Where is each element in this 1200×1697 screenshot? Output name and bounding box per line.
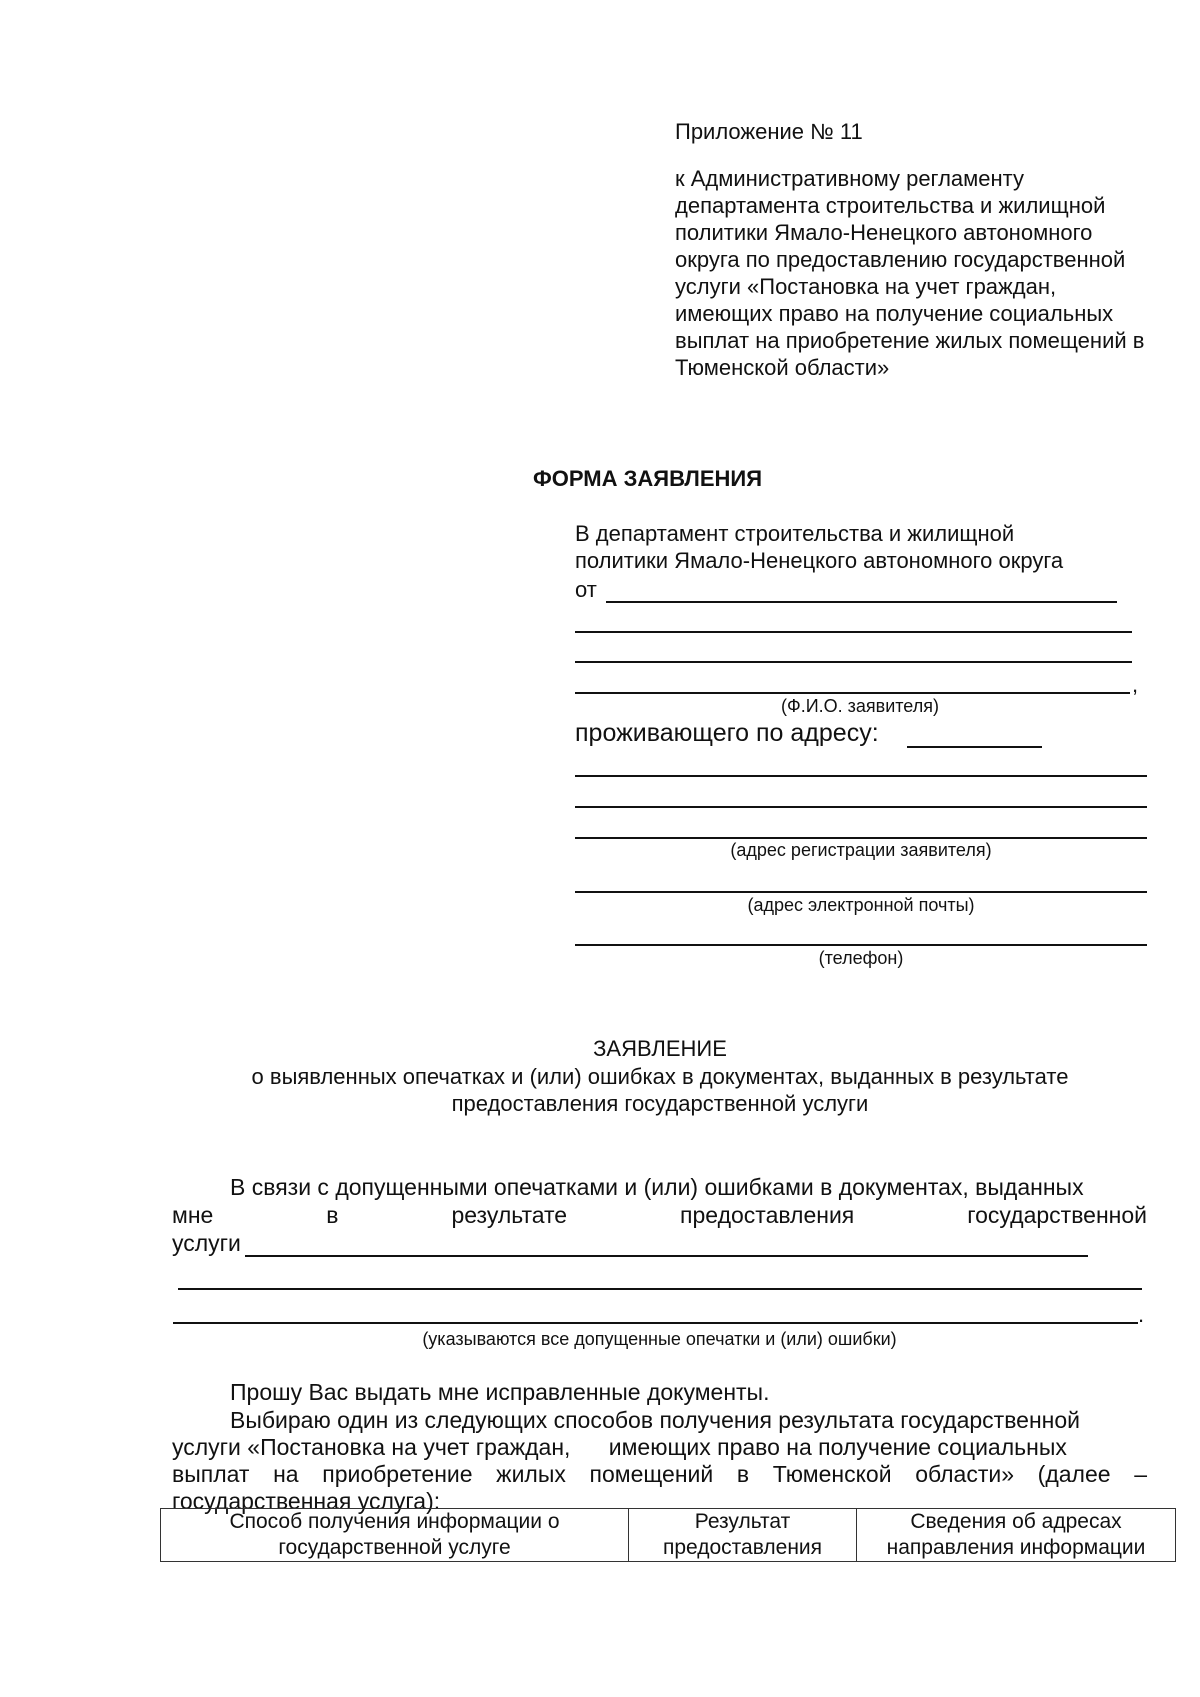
address-line-0[interactable] xyxy=(907,746,1042,748)
para2: Прошу Вас выдать мне исправленные документы. xyxy=(230,1379,770,1405)
form-title: ФОРМА ЗАЯВЛЕНИЯ xyxy=(533,466,763,491)
appendix-text: к Административному регламенту департамента строительства и жилищной политики Ямало-Ненецкого автономного округа по предоставлению государственной услуги «Постановка на учет граждан, имеющих право на получение социальных выплат на приобретение жилых помещений в Тюменской области» xyxy=(675,166,1145,380)
applicant-name-line-4[interactable] xyxy=(575,692,1130,694)
header-addresses-line-1: Сведения об адресах xyxy=(910,1510,1122,1533)
email-caption: (адрес электронной почты) xyxy=(747,895,975,915)
statement-title: ЗАЯВЛЕНИЕ xyxy=(593,1036,727,1061)
header-method-line-2: государственной услуге xyxy=(278,1536,511,1559)
address-line-1[interactable] xyxy=(575,775,1147,777)
para1-line-3-label: услуги xyxy=(172,1230,241,1256)
para1-line-2: мне в результате предоставления государственной xyxy=(172,1202,1147,1228)
errors-period: . xyxy=(1138,1302,1145,1327)
errors-caption: (указываются все допущенные опечатки и (или) ошибки) xyxy=(422,1329,897,1349)
phone-caption: (телефон) xyxy=(818,948,904,968)
header-result xyxy=(629,1509,857,1562)
header-addresses-line-2: направления информации xyxy=(886,1536,1146,1559)
header-result-line-2: предоставления xyxy=(662,1536,823,1559)
result-delivery-table xyxy=(160,1508,1176,1562)
statement-subtitle-line-2: предоставления государственной услуги xyxy=(451,1091,869,1116)
address-line-2[interactable] xyxy=(575,806,1147,808)
applicant-name-line-1[interactable] xyxy=(606,601,1117,603)
header-result-line-1: Результат xyxy=(694,1510,791,1533)
applicant-name-line-2[interactable] xyxy=(575,631,1132,633)
para3-line-1: Выбираю один из следующих способов получения результата государственной xyxy=(230,1407,1081,1433)
service-name-line[interactable] xyxy=(245,1255,1088,1257)
from-label: от xyxy=(575,577,597,602)
para3-line-3: выплат на приобретение жилых помещений в Тюменской области» (далее – xyxy=(172,1461,1147,1487)
name-comma: , xyxy=(1132,672,1139,697)
addressee-line-2: политики Ямало-Ненецкого автономного округа xyxy=(575,548,1064,573)
address-line-3[interactable] xyxy=(575,837,1147,839)
addressee-line-1: В департамент строительства и жилищной xyxy=(575,521,1015,546)
para3-line-4: государственная услуга): xyxy=(172,1488,441,1514)
appendix-number: Приложение № 11 xyxy=(675,119,863,144)
errors-line-2[interactable] xyxy=(173,1322,1138,1324)
para3-line-2: услуги «Постановка на учет граждан, имеющих право на получение социальных xyxy=(172,1434,1067,1460)
applicant-name-line-3[interactable] xyxy=(575,661,1132,663)
errors-line-1[interactable] xyxy=(178,1288,1142,1290)
para1-line-1: В связи с допущенными опечатками и (или) ошибками в документах, выданных xyxy=(230,1174,1084,1200)
residing-label: проживающего по адресу: xyxy=(575,719,879,747)
name-caption: (Ф.И.О. заявителя) xyxy=(781,696,939,716)
phone-line[interactable] xyxy=(575,944,1147,946)
header-method xyxy=(161,1509,629,1562)
email-line[interactable] xyxy=(575,891,1147,893)
address-caption: (адрес регистрации заявителя) xyxy=(730,840,992,860)
table-header-row xyxy=(161,1509,1176,1562)
header-addresses xyxy=(857,1509,1176,1562)
statement-subtitle-line-1: о выявленных опечатках и (или) ошибках в документах, выданных в результате xyxy=(251,1064,1069,1089)
header-method-line-1: Способ получения информации о xyxy=(229,1510,560,1533)
